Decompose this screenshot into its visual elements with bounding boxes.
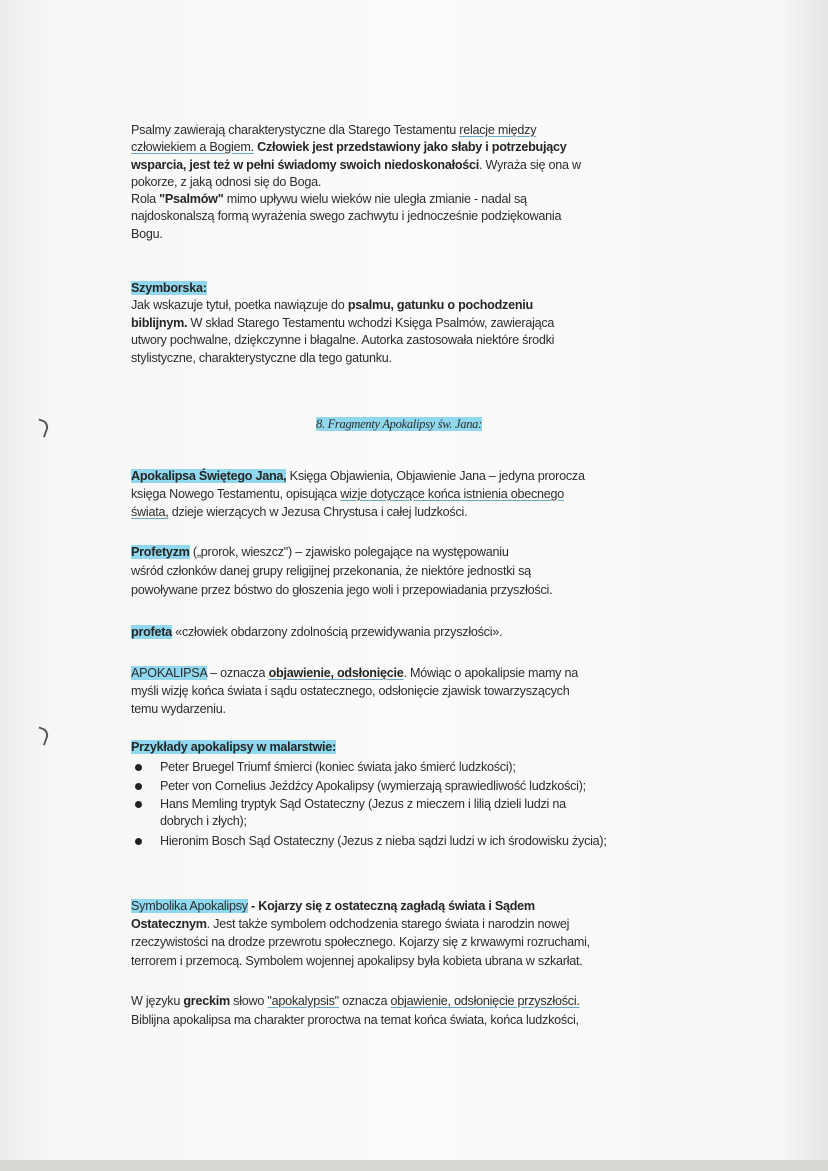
punch-hole-mark (34, 726, 51, 745)
bullet-icon (135, 783, 142, 790)
text: temu wydarzeniu. (131, 702, 226, 716)
text-line (131, 665, 578, 681)
page-edge (0, 1160, 828, 1171)
text-line (131, 504, 467, 520)
highlighted-text: profeta (131, 625, 172, 639)
bold-text: wsparcia, jest też w pełni świadomy swoich niedoskonałości (131, 158, 480, 172)
text-line (131, 208, 561, 224)
underlined-text: objawienie, odsłonięcie przyszłości. (390, 994, 580, 1008)
text: . Wyraża się ona w (479, 158, 581, 172)
underlined-text: relacje między (459, 123, 537, 137)
text-line (131, 350, 392, 366)
highlighted-text: Symbolika Apokalipsy (131, 899, 248, 913)
text-line (131, 563, 531, 579)
text: stylistyczne, charakterystyczne dla tego gatunku. (131, 351, 392, 365)
text: słowo (229, 994, 268, 1008)
underlined-text: "apokalypsis" (267, 994, 339, 1008)
text: mimo upływu wielu wieków nie uległa zmianie - nadal są (223, 192, 527, 206)
text-line (131, 315, 554, 331)
text: pokorze, z jaką odnosi się do Boga. (131, 175, 322, 189)
bold-text: Ostatecznym (131, 917, 207, 931)
text: Peter Bruegel Triumf śmierci (koniec świata jako śmierć ludzkości); (160, 760, 516, 774)
text: dobrych i złych); (160, 814, 247, 828)
text-line (131, 297, 533, 313)
bold-text: "Psalmów" (159, 192, 224, 206)
text: – oznacza (206, 666, 269, 680)
text: oznacza (338, 994, 391, 1008)
text-line (131, 953, 583, 969)
text-line (131, 739, 336, 755)
bold-text: Człowiek jest przedstawiony jako słaby i potrzebujący (253, 140, 567, 154)
text: rzeczywistości na drodze przewrotu społecznego. Kojarzy się z krwawymi rozruchami, (131, 935, 590, 949)
bold-text: biblijnym. (131, 316, 188, 330)
text: dzieje wierzących w Jezusa Chrystusa i całej ludzkości. (168, 505, 468, 519)
text-line (131, 624, 502, 640)
text: Bogu. (131, 227, 163, 241)
text-line (131, 332, 554, 348)
bold-text: greckim (183, 994, 230, 1008)
bullet-icon (135, 801, 142, 808)
bold-text: psalmu, gatunku o pochodzeniu (347, 298, 533, 312)
highlighted-text: Szymborska: (131, 281, 207, 295)
text-line (131, 139, 566, 155)
text: myśli wizję końca świata i sądu ostatecznego, odsłonięcie zjawisk towarzyszących (131, 684, 570, 698)
text: W języku (131, 994, 184, 1008)
text: utwory pochwalne, dziękczynne i błagalne. Autorka zastosowała niektóre środki (131, 333, 555, 347)
text-line (160, 759, 516, 775)
underlined-text: wizje dotyczące końca istnienia obecnego (340, 487, 565, 501)
text-line (160, 796, 566, 812)
text-line (131, 174, 321, 190)
text: Psalmy zawierają charakterystyczne dla Starego Testamentu (131, 123, 460, 137)
text: Księga Objawienia, Objawienie Jana – jedyna prorocza (286, 469, 585, 483)
bold-text: - Kojarzy się z ostateczną zagładą świata i Sądem (247, 899, 535, 913)
section-heading (316, 416, 482, 432)
text-line (160, 778, 586, 794)
text-line (131, 122, 536, 138)
text: Rola (131, 192, 160, 206)
text: terrorem i przemocą. Symbolem wojennej apokalipsy była kobieta ubrana w szkarłat. (131, 954, 583, 968)
text: („prorok, wieszcz") – zjawisko polegające na występowaniu (189, 545, 509, 559)
text: Biblijna apokalipsa ma charakter proroctwa na temat końca świata, końca ludzkości, (131, 1013, 579, 1027)
underlined-text: człowiekiem a Bogiem. (131, 140, 254, 154)
text-line (131, 582, 552, 598)
text-line (131, 544, 509, 560)
text-line (131, 898, 535, 914)
text: . Mówiąc o apokalipsie mamy na (403, 666, 578, 680)
highlighted-text: Profetyzm (131, 545, 190, 559)
text: Hans Memling tryptyk Sąd Ostateczny (Jezus z mieczem i lilią dzieli ludzi na (160, 797, 566, 811)
highlighted-text: APOKALIPSA (131, 666, 207, 680)
text: «człowiek obdarzony zdolnością przewidywania przyszłości». (171, 625, 503, 639)
text: Jak wskazuje tytuł, poetka nawiązuje do (131, 298, 348, 312)
text-line (160, 833, 607, 849)
text: księga Nowego Testamentu, opisująca (131, 487, 341, 501)
underlined-text: świata, (131, 505, 169, 519)
text: powoływane przez bóstwo do głoszenia jego woli i przepowiadania przyszłości. (131, 583, 553, 597)
text-line (131, 1012, 579, 1028)
text-line (131, 934, 590, 950)
text-line (131, 701, 226, 717)
bullet-icon (135, 838, 142, 845)
text-line (131, 468, 585, 484)
highlighted-text: 8. Fragmenty Apokalipsy św. Jana: (316, 417, 482, 431)
text: najdoskonalszą formą wyrażenia swego zachwytu i jednocześnie podziękowania (131, 209, 562, 223)
punch-hole-mark (34, 418, 51, 437)
text-line (131, 226, 163, 242)
highlighted-text: Przykłady apokalipsy w malarstwie: (131, 740, 336, 754)
text-line (131, 993, 580, 1009)
text-line (131, 683, 569, 699)
text-line (131, 157, 581, 173)
text-line (131, 486, 564, 502)
highlighted-text: Apokalipsa Świętego Jana, (131, 469, 287, 483)
text: wśród członków danej grupy religijnej przekonania, że niektóre jednostki są (131, 564, 531, 578)
bullet-icon (135, 764, 142, 771)
text: W skład Starego Testamentu wchodzi Księga Psalmów, zawierająca (187, 316, 555, 330)
text: Peter von Cornelius Jeźdźcy Apokalipsy (wymierzają sprawiedliwość ludzkości); (160, 779, 586, 793)
text-line (160, 813, 247, 829)
underlined-text: objawienie, odsłonięcie (268, 666, 404, 680)
text: . Jest także symbolem odchodzenia starego świata i narodzin nowej (206, 917, 570, 931)
text-line (131, 916, 569, 932)
text-line (131, 191, 527, 207)
text-line (131, 280, 207, 296)
text: Hieronim Bosch Sąd Ostateczny (Jezus z nieba sądzi ludzi w ich środowisku życia); (160, 834, 607, 848)
